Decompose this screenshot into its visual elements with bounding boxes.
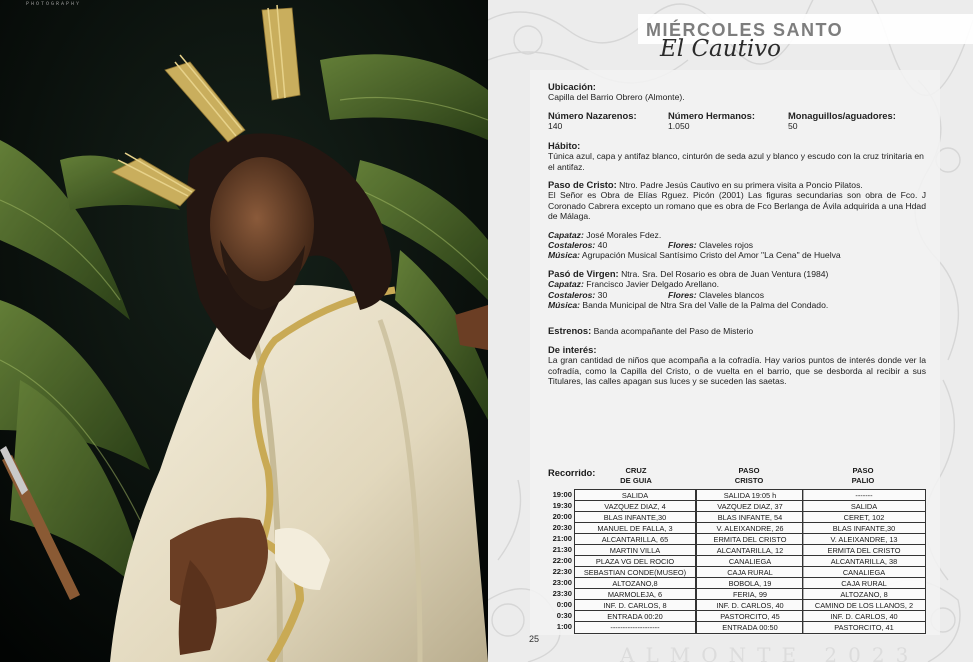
- page-title: MIÉRCOLES SANTO: [646, 20, 844, 40]
- flores-virgen-value: Claveles blancos: [696, 289, 765, 300]
- itinerary-cristo-cell: CAJA RURAL: [697, 567, 803, 578]
- itinerary-time: 23:00: [552, 578, 572, 587]
- itinerary-cristo-column: [696, 489, 804, 634]
- musica-cristo-label: Música:: [548, 250, 580, 261]
- itinerary-time: 23:30: [552, 589, 572, 598]
- nazarenos-value: 140: [548, 121, 563, 132]
- recorrido-label: Recorrido:: [548, 467, 596, 478]
- flores-virgen-label: Flores:: [668, 289, 697, 300]
- header-cristo-text: PASO CRISTO: [734, 466, 764, 485]
- itinerary-cruz-cell: ALCANTARILLA, 65: [575, 534, 695, 545]
- page-subtitle: El Cautivo: [660, 36, 782, 62]
- flores-cristo-label: Flores:: [668, 240, 697, 251]
- itinerary-cristo-cell: CANALIEGA: [697, 556, 803, 567]
- itinerary-time: 20:30: [552, 523, 572, 532]
- itinerary-cristo-cell: BLAS INFANTE, 54: [697, 512, 803, 523]
- itinerary-cruz-cell: BLAS INFANTE,30: [575, 512, 695, 523]
- hermanos-value: 1.050: [668, 121, 690, 132]
- photo-credit: PHOTOGRAPHY: [26, 1, 82, 7]
- flores-cristo-value: Claveles rojos: [696, 240, 754, 251]
- brotherhood-details: [548, 82, 926, 387]
- capataz-cristo-value: José Morales Fdez.: [583, 229, 662, 240]
- costaleros-virgen-value: 30: [595, 289, 608, 300]
- itinerary-palio-cell: ALCANTARILLA, 38: [803, 556, 925, 567]
- itinerary-cruz-cell: ENTRADA 00:20: [575, 611, 695, 622]
- itinerary-time: 22:30: [552, 567, 572, 576]
- header-palio: [802, 466, 924, 486]
- itinerary-palio-cell: CERET, 102: [803, 512, 925, 523]
- itinerary-palio-cell: ALTOZANO, 8: [803, 589, 925, 600]
- itinerary-palio-cell: INF. D. CARLOS, 40: [803, 611, 925, 622]
- itinerary-palio-column: [802, 489, 926, 634]
- itinerary-cruz-cell: SEBASTIAN CONDE(MUSEO): [575, 567, 695, 578]
- itinerary-time: 19:30: [552, 501, 572, 510]
- itinerary-cruz-cell: MARMOLEJA, 6: [575, 589, 695, 600]
- itinerary-cristo-cell: FERIA, 99: [697, 589, 803, 600]
- itinerary-palio-cell: SALIDA: [803, 501, 925, 512]
- itinerary-cruz-cell: MARTIN VILLA: [575, 545, 695, 556]
- itinerary-cruz-cell: SALIDA: [575, 490, 695, 501]
- itinerary-cristo-cell: ENTRADA 00:50: [722, 623, 778, 632]
- itinerary-time: 21:30: [552, 545, 572, 554]
- stats-row: [548, 111, 926, 133]
- itinerary-cristo-cell: BOBOLA, 19: [697, 578, 803, 589]
- itinerary-palio-cell: PASTORCITO, 41: [834, 623, 894, 632]
- capataz-virgen-label: Capataz:: [548, 279, 584, 290]
- itinerary-cristo-cell: ALCANTARILLA, 12: [697, 545, 803, 556]
- interes-text: La gran cantidad de niños que acompaña a la cofradía. Hay varios puntos de interés donde ver la cofradía, como la Capilla del Cristo, o de vuelta en el barrio, que se desborda al recibir a sus Titulares, las calles apagan sus luces y se suceden las saetas.: [548, 355, 926, 387]
- itinerary-palio-cell: -------: [803, 490, 925, 501]
- itinerary-cruz-cell: MANUEL DE FALLA, 3: [575, 523, 695, 534]
- monaguillos-label: Monaguillos/aguadores:: [788, 109, 896, 121]
- footer-watermark: ALMONTE 2023: [620, 643, 920, 662]
- page-number: 25: [529, 634, 540, 644]
- itinerary-palio-cell: V. ALEIXANDRE, 13: [803, 534, 925, 545]
- paso-virgen-line: Ntra. Sra. Del Rosario es obra de Juan Ventura (1984): [618, 268, 829, 279]
- itinerary-palio-cell: CANALIEGA: [803, 567, 925, 578]
- ubicacion-value: Capilla del Barrio Obrero (Almonte).: [548, 92, 685, 103]
- costaleros-virgen-label: Costaleros:: [548, 289, 596, 300]
- header-palio-text: PASO PALIO: [851, 466, 875, 485]
- itinerary-time: 0:00: [556, 600, 572, 609]
- interes-label: De interés:: [548, 343, 597, 355]
- itinerary-time: 21:00: [552, 534, 572, 543]
- itinerary-palio-cell: CAMINO DE LOS LLANOS, 2: [803, 600, 925, 611]
- paso-cristo-line: Ntro. Padre Jesús Cautivo en su primera visita a Poncio Pilatos.: [616, 180, 863, 191]
- estrenos-label: Estrenos:: [548, 325, 592, 337]
- itinerary-cristo-cell: INF. D. CARLOS, 40: [697, 600, 803, 611]
- itinerary-cruz-cell: --------------------: [610, 623, 660, 632]
- itinerary-cruz-cell: VAZQUEZ DIAZ, 4: [575, 501, 695, 512]
- itinerary-cruz-cell: ALTOZANO,8: [575, 578, 695, 589]
- itinerary-palio-cell: CAJA RURAL: [803, 578, 925, 589]
- header-cruz-text: CRUZ DE GUIA: [620, 466, 652, 485]
- itinerary-time: 20:00: [552, 512, 572, 521]
- habito-text: Túnica azul, capa y antifaz blanco, cinturón de seda azul y blanco y escudo con la cruz trinitaria en el antifaz.: [548, 151, 924, 172]
- itinerary-palio-cell: BLAS INFANTE,30: [803, 523, 925, 534]
- capataz-virgen-value: Francisco Javier Delgado Arellano.: [583, 279, 720, 290]
- itinerary-cristo-cell: ERMITA DEL CRISTO: [697, 534, 803, 545]
- itinerary-time: 0:30: [556, 611, 572, 620]
- itinerary-cristo-cell: V. ALEIXANDRE, 26: [697, 523, 803, 534]
- itinerary-time: 22:00: [552, 556, 572, 565]
- nazarenos-label: Número Nazarenos:: [548, 109, 637, 121]
- capataz-cristo-label: Capataz:: [548, 229, 584, 240]
- paso-virgen-label: Pasó de Virgen:: [548, 267, 619, 279]
- itinerary-time: 1:00: [556, 622, 572, 631]
- itinerary-cruz-column: [574, 489, 696, 634]
- costaleros-cristo-value: 40: [595, 240, 608, 251]
- paso-cristo-text: El Señor es Obra de Elías Rguez. Picón (2001) Las figuras secundarias son obra de Fco. J Coronado Cabrera excepto un romano que es obra de Fco Berlanga de Ávila adquirida a una Hdad de Málaga.: [548, 190, 926, 222]
- hermanos-label: Número Hermanos:: [668, 109, 755, 121]
- header-cristo: [696, 466, 802, 486]
- musica-cristo-value: Agrupación Musical Santísimo Cristo del Amor "La Cena" de Huelva: [580, 250, 841, 261]
- costaleros-cristo-label: Costaleros:: [548, 240, 596, 251]
- monaguillos-value: 50: [788, 121, 798, 132]
- itinerary-cristo-cell: PASTORCITO, 45: [697, 611, 803, 622]
- estrenos-value: Banda acompañante del Paso de Misterio: [591, 326, 754, 337]
- ubicacion-label: Ubicación:: [548, 81, 596, 92]
- itinerary-times: [546, 489, 572, 632]
- itinerary-cristo-cell: SALIDA 19:05 h: [697, 490, 803, 501]
- itinerary-time: 19:00: [552, 490, 572, 499]
- habito-label: Hábito:: [548, 139, 581, 151]
- itinerary-palio-cell: ERMITA DEL CRISTO: [803, 545, 925, 556]
- paso-cristo-label: Paso de Cristo:: [548, 179, 617, 191]
- itinerary-cristo-cell: VAZQUEZ DIAZ, 37: [697, 501, 803, 512]
- musica-virgen-label: Música:: [548, 300, 580, 311]
- header-cruz: [592, 466, 680, 486]
- itinerary-cruz-cell: INF. D. CARLOS, 8: [575, 600, 695, 611]
- info-page: [488, 0, 973, 662]
- musica-virgen-value: Banda Municipal de Ntra Sra del Valle de la Palma del Condado.: [580, 300, 829, 311]
- itinerary-cruz-cell: PLAZA VG DEL ROCIO: [575, 556, 695, 567]
